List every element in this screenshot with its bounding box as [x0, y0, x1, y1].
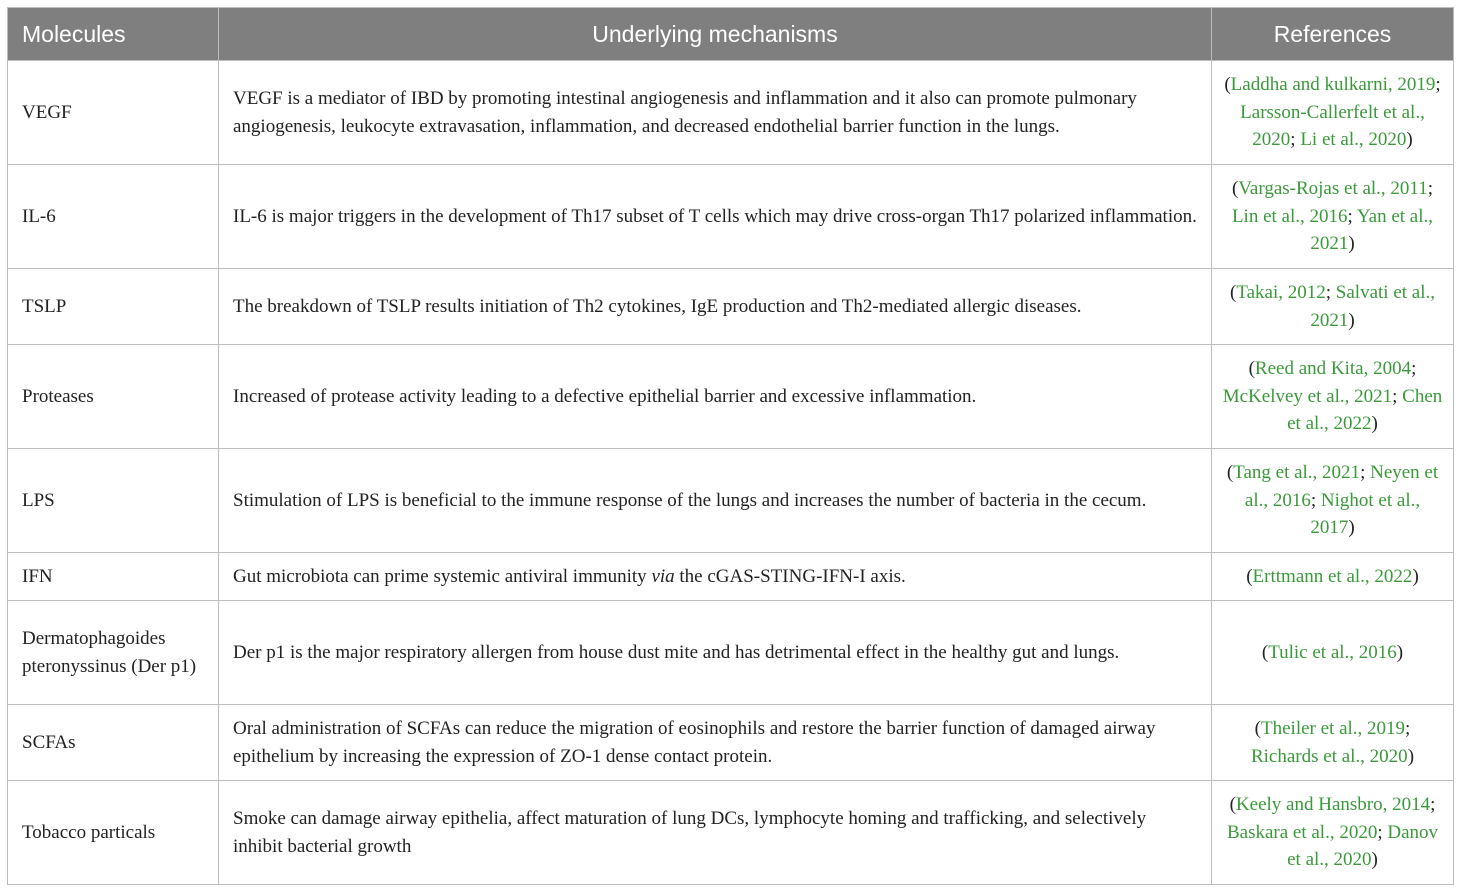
- reference-separator: ;: [1310, 489, 1321, 511]
- reference-link[interactable]: Richards et al., 2020: [1250, 745, 1408, 767]
- reference-link[interactable]: Lin et al., 2016: [1231, 205, 1348, 227]
- reference-separator: ;: [1411, 358, 1417, 380]
- mechanism-text-italic: via: [651, 565, 675, 587]
- molecule-cell: IL-6: [8, 165, 219, 269]
- close-paren: ): [1396, 641, 1404, 663]
- open-paren: (: [1226, 462, 1234, 484]
- references-cell: [1212, 165, 1454, 269]
- references-cell: [1212, 345, 1454, 449]
- reference-link[interactable]: McKelvey et al., 2021: [1222, 385, 1393, 407]
- header-molecules: Molecules: [8, 8, 219, 61]
- reference-separator: ;: [1427, 178, 1434, 200]
- open-paren: (: [1254, 718, 1261, 739]
- references-cell: [1212, 553, 1454, 601]
- molecule-cell: IFN: [8, 553, 219, 601]
- header-mechanisms: Underlying mechanisms: [219, 8, 1212, 61]
- molecule-cell: Tobacco particals: [8, 781, 219, 885]
- table-row: [8, 781, 1454, 885]
- mechanism-cell: IL-6 is major triggers in the development of Th17 subset of T cells which may drive cross-organ Th17 polarized inflammation.: [219, 165, 1212, 269]
- reference-link[interactable]: Laddha and kulkarni, 2019: [1230, 74, 1436, 96]
- reference-link[interactable]: Tang et al., 2021: [1233, 462, 1361, 484]
- molecule-cell: Proteases: [8, 345, 219, 449]
- mechanism-cell: Der p1 is the major respiratory allergen from house dust mite and has detrimental effect in the healthy gut and lungs.: [219, 601, 1212, 705]
- reference-link[interactable]: Neyen et al., 2016: [1244, 462, 1439, 511]
- mechanism-cell: Increased of protease activity leading to a defective epithelial barrier and excessive inflammation.: [219, 345, 1212, 449]
- close-paren: ): [1412, 565, 1419, 587]
- references-cell: [1212, 601, 1454, 705]
- reference-link[interactable]: Chen et al., 2022: [1287, 385, 1443, 435]
- mechanism-cell: VEGF is a mediator of IBD by promoting intestinal angiogenesis and inflammation and it also can promote pulmonary angiogenesis, leukocyte extravasation, inflammation, and decreased endothelial barrier function in the lungs.: [219, 61, 1212, 165]
- molecule-cell: SCFAs: [8, 705, 219, 781]
- reference-link[interactable]: Yan et al., 2021: [1310, 205, 1434, 255]
- close-paren: ): [1371, 413, 1378, 435]
- close-paren: ): [1348, 517, 1355, 539]
- reference-link[interactable]: Salvati et al., 2021: [1310, 282, 1435, 331]
- reference-separator: ;: [1392, 385, 1403, 407]
- table-row: [8, 269, 1454, 345]
- mechanism-text-before: Gut microbiota can prime systemic antiviral immunity: [233, 565, 652, 587]
- reference-link[interactable]: Li et al., 2020: [1300, 129, 1407, 151]
- molecule-cell: TSLP: [8, 269, 219, 345]
- reference-separator: ;: [1405, 718, 1411, 739]
- mechanism-cell: Oral administration of SCFAs can reduce the migration of eosinophils and restore the barrier function of damaged airway epithelium by increasing the expression of ZO-1 dense contact protein.: [219, 705, 1212, 781]
- reference-link[interactable]: Reed and Kita, 2004: [1254, 358, 1412, 380]
- mechanism-cell: Stimulation of LPS is beneficial to the immune response of the lungs and increases the number of bacteria in the cecum.: [219, 449, 1212, 553]
- table-header-row: [8, 8, 1454, 61]
- header-references: References: [1212, 8, 1454, 61]
- close-paren: ): [1407, 745, 1415, 767]
- mechanisms-table: [7, 7, 1454, 885]
- reference-separator: ;: [1377, 821, 1388, 843]
- reference-separator: ;: [1430, 794, 1436, 816]
- reference-separator: ;: [1290, 129, 1301, 151]
- reference-separator: ;: [1325, 282, 1336, 303]
- table-row: [8, 345, 1454, 449]
- reference-link[interactable]: Larsson-Callerfelt et al., 2020: [1240, 101, 1425, 151]
- references-cell: [1212, 61, 1454, 165]
- table-row: [8, 705, 1454, 781]
- references-cell: [1212, 705, 1454, 781]
- open-paren: (: [1248, 358, 1255, 380]
- mechanism-text-after: the cGAS-STING-IFN-I axis.: [674, 565, 906, 587]
- reference-link[interactable]: Theiler et al., 2019: [1261, 718, 1406, 739]
- open-paren: (: [1246, 565, 1253, 587]
- reference-link[interactable]: Erttmann et al., 2022: [1252, 565, 1413, 587]
- reference-separator: ;: [1360, 462, 1371, 484]
- open-paren: (: [1231, 178, 1239, 200]
- reference-link[interactable]: Tulic et al., 2016: [1268, 641, 1397, 663]
- molecule-cell: Dermatophagoides pteronyssinus (Der p1): [8, 601, 219, 705]
- mechanism-cell: [219, 553, 1212, 601]
- table-row: [8, 165, 1454, 269]
- open-paren: (: [1230, 282, 1237, 303]
- close-paren: ): [1348, 309, 1355, 331]
- reference-link[interactable]: Takai, 2012: [1236, 282, 1326, 303]
- open-paren: (: [1229, 794, 1236, 816]
- table-row: [8, 601, 1454, 705]
- reference-link[interactable]: Nighot et al., 2017: [1310, 489, 1421, 539]
- open-paren: (: [1261, 641, 1269, 663]
- molecule-cell: LPS: [8, 449, 219, 553]
- mechanism-cell: Smoke can damage airway epithelia, affect maturation of lung DCs, lymphocyte homing and trafficking, and selectively inhibit bacterial growth: [219, 781, 1212, 885]
- table-row: [8, 61, 1454, 165]
- open-paren: (: [1224, 74, 1231, 96]
- close-paren: ): [1348, 233, 1355, 255]
- close-paren: ): [1371, 849, 1378, 871]
- molecule-cell: VEGF: [8, 61, 219, 165]
- references-cell: [1212, 781, 1454, 885]
- table-row: [8, 449, 1454, 553]
- references-cell: [1212, 269, 1454, 345]
- reference-separator: ;: [1435, 74, 1441, 96]
- reference-link[interactable]: Danov et al., 2020: [1287, 821, 1439, 871]
- reference-separator: ;: [1347, 205, 1357, 227]
- reference-link[interactable]: Keely and Hansbro, 2014: [1235, 794, 1431, 816]
- close-paren: ): [1406, 129, 1413, 151]
- mechanism-cell: The breakdown of TSLP results initiation of Th2 cytokines, IgE production and Th2-mediated allergic diseases.: [219, 269, 1212, 345]
- reference-link[interactable]: Baskara et al., 2020: [1226, 821, 1378, 843]
- references-cell: [1212, 449, 1454, 553]
- table-row: [8, 553, 1454, 601]
- reference-link[interactable]: Vargas-Rojas et al., 2011: [1238, 178, 1428, 200]
